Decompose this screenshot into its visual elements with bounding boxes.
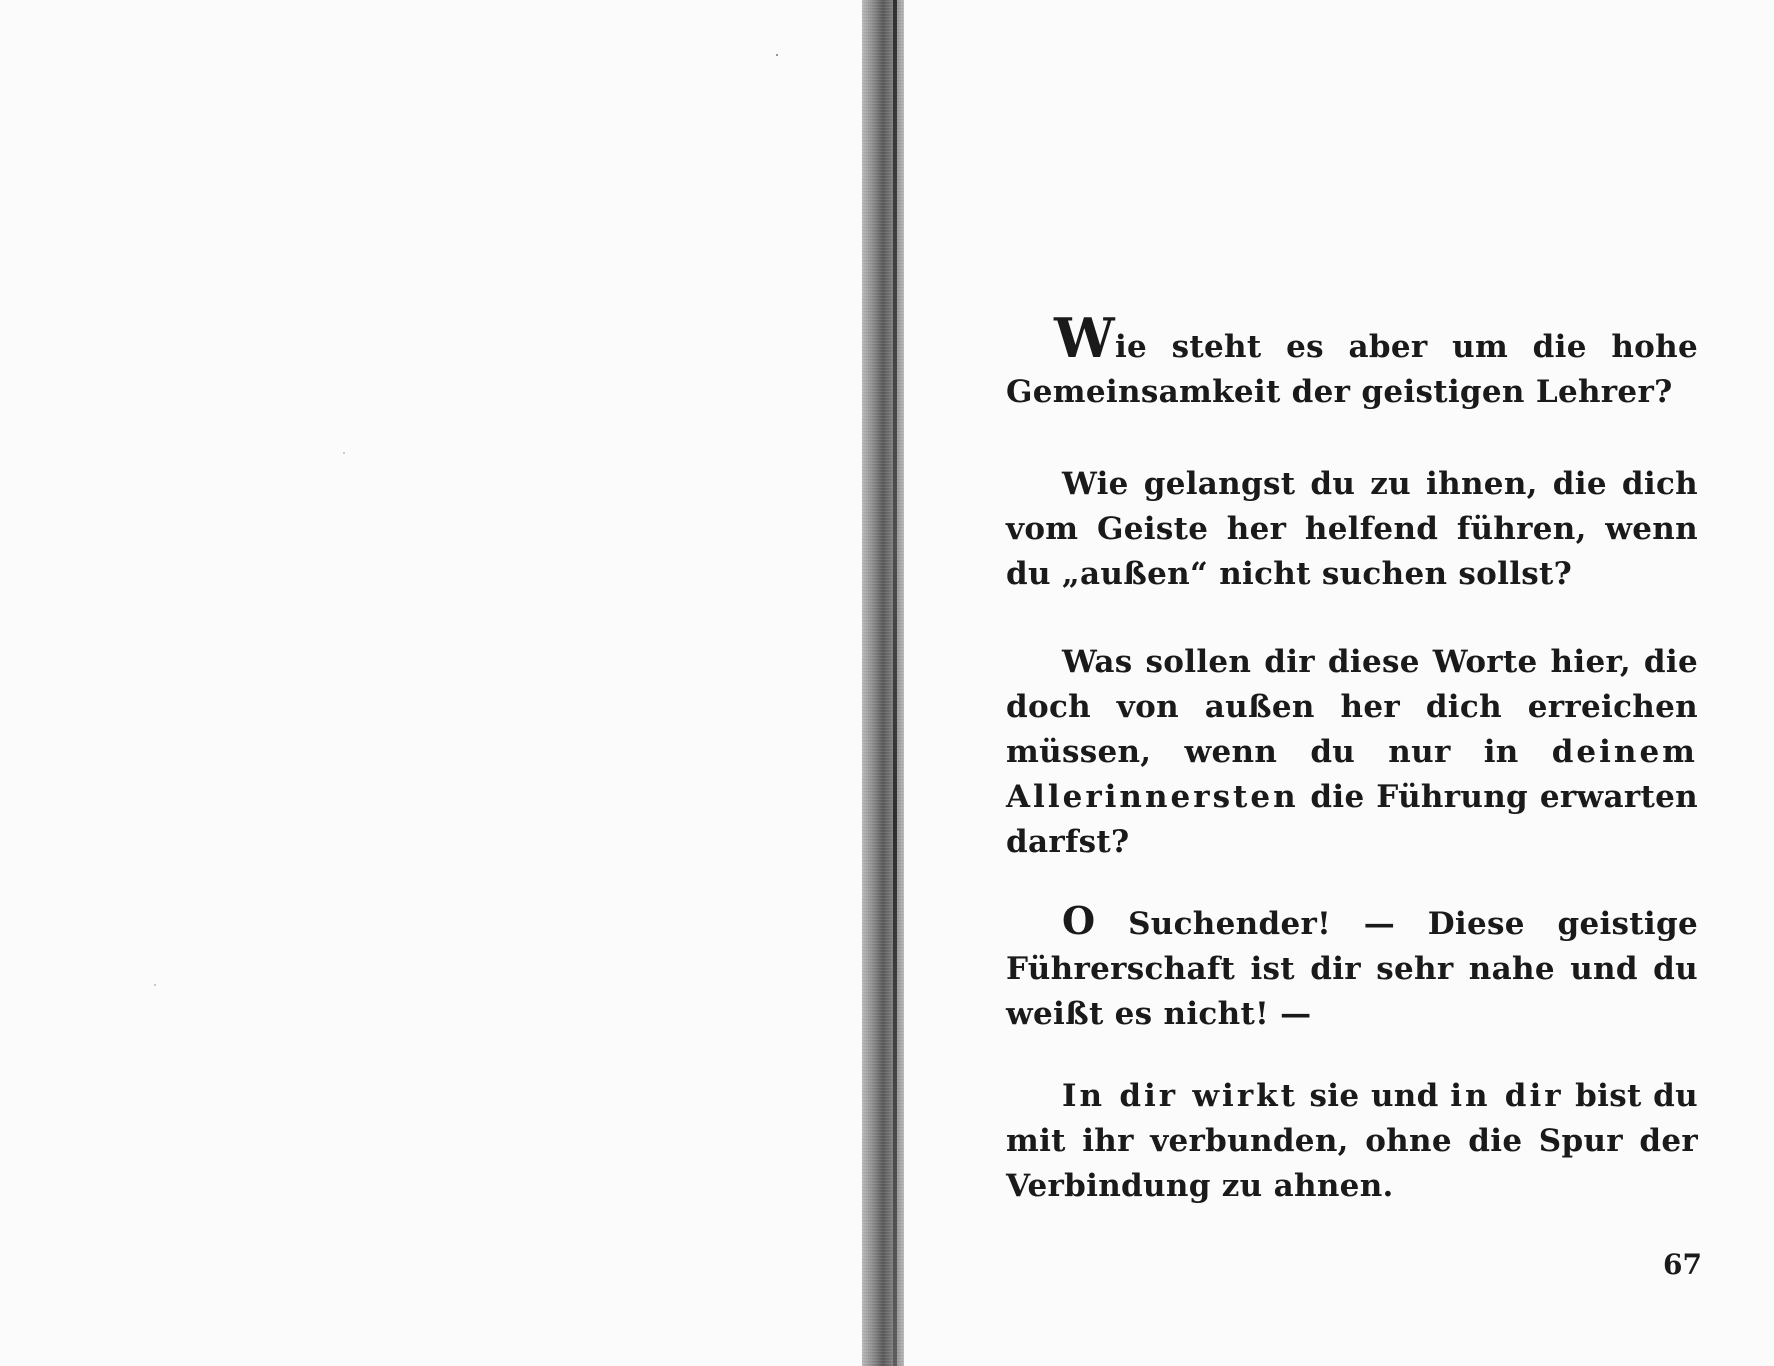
paragraph-3-text-a: Was sollen dir diese Worte hier, die doch von außen her dich erreichen müssen, wenn du nur in (1006, 644, 1698, 770)
paragraph-5 (1006, 1074, 1698, 1209)
paragraph-2-text: Wie gelangst du zu ihnen, die dich vom Geiste her helfend führen, wenn du „außen“ nicht suchen sollst? (1006, 466, 1698, 592)
initial-o: O (1062, 898, 1096, 943)
book-gutter (862, 0, 904, 1366)
gutter-shadow-line (893, 0, 897, 1366)
paragraph-4-text: Suchender! — Diese geistige Führerschaft ist dir sehr nahe und du weißt es nicht! — (1006, 906, 1698, 1032)
paragraph-5-emphasis-a: In dir wirkt (1062, 1078, 1298, 1114)
paragraph-3-text-b: die Führung erwarten darfst? (1006, 779, 1698, 860)
page-number: 67 (1663, 1248, 1702, 1281)
paper-speck (776, 54, 778, 56)
paragraph-5-text-a: sie und (1297, 1078, 1451, 1114)
paragraph-1 (1006, 306, 1698, 415)
paragraph-5-emphasis-b: in dir (1450, 1078, 1564, 1114)
paragraph-4 (1006, 898, 1698, 1037)
paragraph-2 (1006, 462, 1698, 597)
initial-letter: W (1054, 306, 1115, 370)
paper-speck (154, 984, 156, 986)
paragraph-5-text-b: bist du mit ihr verbunden, ohne die Spur der Verbindung zu ahnen. (1006, 1078, 1698, 1204)
paragraph-3-emphasis: deinem Allerinnersten (1006, 734, 1698, 815)
paragraph-1-text: ie steht es aber um die hohe Gemeinsamkeit der geistigen Lehrer? (1006, 329, 1698, 410)
paper-speck (343, 452, 345, 454)
paragraph-3 (1006, 640, 1698, 865)
left-page-blank (0, 0, 872, 1366)
